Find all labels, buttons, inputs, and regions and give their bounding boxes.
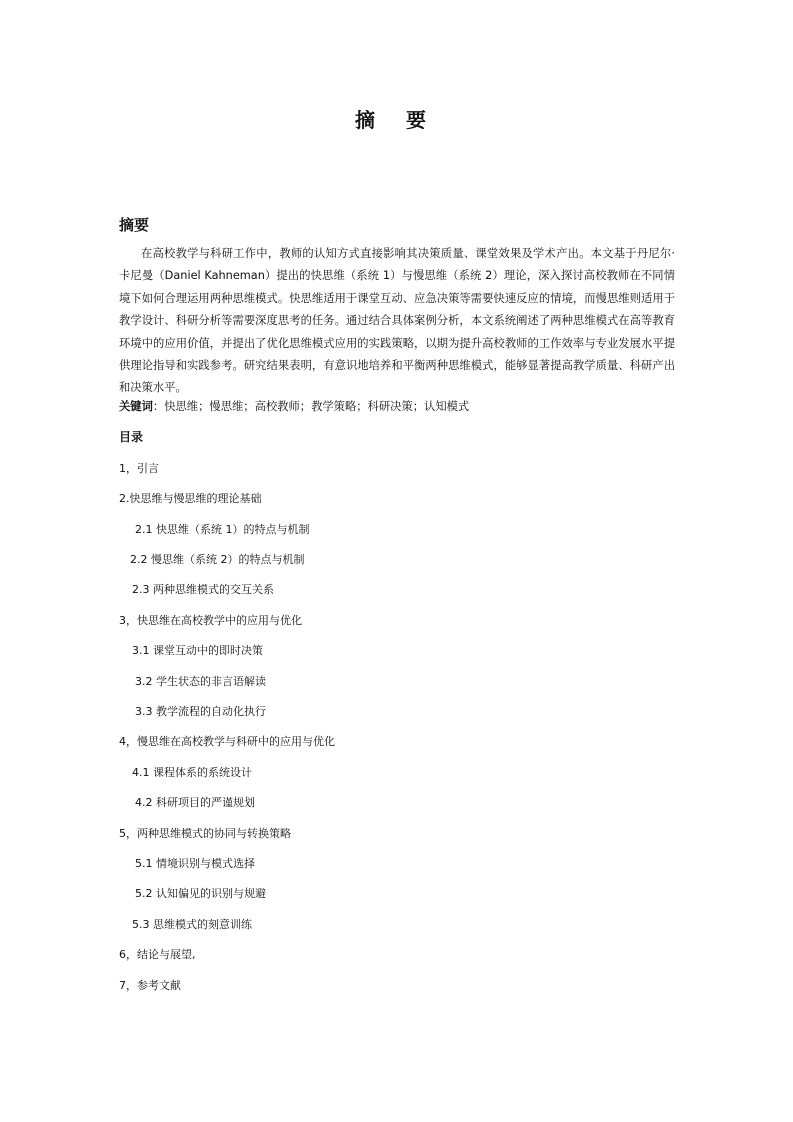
toc-item: 2.1 快思维（系统 1）的特点与机制	[135, 523, 310, 536]
keywords-label: 关键词	[119, 400, 153, 413]
toc-item: 3.3 教学流程的自动化执行	[135, 705, 266, 718]
keywords-line	[119, 398, 469, 414]
toc-item: 3.1 课堂互动中的即时决策	[132, 644, 263, 657]
keywords-text: ：快思维；慢思维；高校教师；教学策略；科研决策；认知模式	[152, 400, 470, 413]
toc-item: 1，引言	[119, 462, 159, 475]
toc-item: 4，慢思维在高校教学与科研中的应用与优化	[119, 735, 335, 748]
page-title: 摘 要	[355, 108, 438, 132]
toc-item: 6，结论与展望,	[119, 948, 196, 961]
toc-item: 5.1 情境识别与模式选择	[135, 857, 255, 870]
toc-item: 2.2 慢思维（系统 2）的特点与机制	[130, 553, 305, 566]
toc-item: 2.快思维与慢思维的理论基础	[119, 492, 262, 505]
toc-item: 3，快思维在高校教学中的应用与优化	[119, 614, 302, 627]
abstract-paragraph: 在高校教学与科研工作中，教师的认知方式直接影响其决策质量、课堂效果及学术产出。本文基于丹尼尔·卡尼曼（Daniel Kahneman）提出的快思维（系统 1）与慢思维（系统 2）理论，深入探讨高校教师在不同情境下如何合理运用两种思维模式。快思维适用于课堂互动、应急决策等需要快速反应的情境，而慢思维则适用于教学设计、科研分析等需要深度思考的任务。通过结合具体案例分析，本文系统阐述了两种思维模式在高等教育环境中的应用价值，并提出了优化思维模式应用的实践策略，以期为提升高校教师的工作效率与专业发展水平提供理论指导和实践参考。研究结果表明，有意识地培养和平衡两种思维模式，能够显著提高教学质量、科研产出和决策水平。	[119, 247, 675, 395]
toc-item: 4.2 科研项目的严谨规划	[135, 796, 255, 809]
abstract-heading: 摘要	[119, 216, 150, 234]
toc-item: 7，参考文献	[119, 979, 181, 992]
toc-item: 5，两种思维模式的协同与转换策略	[119, 827, 291, 840]
toc-title: 目录	[119, 430, 144, 444]
toc-item: 5.3 思维模式的刻意训练	[132, 918, 252, 931]
toc-item: 5.2 认知偏见的识别与规避	[135, 887, 266, 900]
toc-item: 4.1 课程体系的系统设计	[132, 766, 252, 779]
toc-item: 2.3 两种思维模式的交互关系	[132, 583, 274, 596]
toc-item: 3.2 学生状态的非言语解读	[135, 675, 266, 688]
